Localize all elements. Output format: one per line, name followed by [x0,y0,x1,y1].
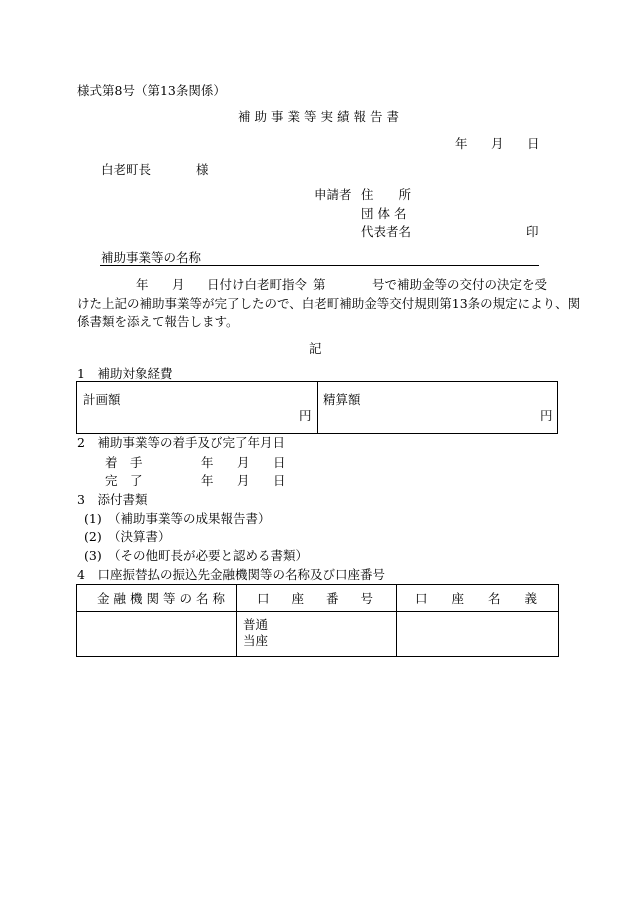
attachment-item: (1) （補助事業等の成果報告書） [84,511,271,526]
attachment-item: (3) （その他町長が必要と認める書類） [84,548,308,563]
body-year: 年 [136,277,149,292]
form-number: 様式第8号（第13条関係） [77,83,226,98]
expense-box-divider [317,382,318,433]
project-name-label: 補助事業等の名称 [101,250,202,265]
ki-marker: 記 [309,341,322,356]
bank-table-header-rule [77,611,558,612]
date-day: 日 [527,136,540,151]
header-account-number: 口座番号 [257,591,396,606]
addressee-honorific: 様 [196,162,209,177]
complete-label: 完 了 [105,473,143,488]
body-date-directive: 日付け白老町指令 [207,277,308,292]
bank-account-table [76,584,562,657]
plan-amount-label: 計画額 [83,392,121,407]
expense-box [76,381,558,434]
section2-heading: 2 補助事業等の着手及び完了年月日 [77,435,285,450]
settled-amount-label: 精算額 [323,392,361,407]
account-type-ordinary: 普通 [243,617,269,632]
body-month: 月 [172,277,185,292]
section3-heading: 3 添付書類 [77,492,148,507]
settled-amount-yen: 円 [540,408,553,423]
body-line2: けた上記の補助事業等が完了したので、白老町補助金等交付規則第13条の規定により、関 [77,296,581,311]
header-bank-name: 金融機関等の名称 [97,591,230,606]
start-day: 日 [273,455,286,470]
complete-year: 年 [201,473,214,488]
body-line3: 係書類を添えて報告します。 [77,314,239,329]
project-name-underline [100,265,539,266]
bank-table-col-divider [236,585,237,656]
body-number-prefix: 第 [313,277,326,292]
body-line1-tail: 号で補助金等の交付の決定を受 [372,277,548,292]
group-name-label: 団 体 名 [361,206,407,221]
account-type-current: 当座 [243,633,269,648]
start-year: 年 [201,455,214,470]
section1-heading: 1 補助対象経費 [77,366,173,381]
start-label: 着 手 [105,455,143,470]
complete-day: 日 [273,473,286,488]
seal-mark: 印 [526,224,539,239]
applicant-label: 申請者 [314,187,352,202]
plan-amount-yen: 円 [299,408,312,423]
representative-label: 代表者名 [361,224,412,239]
document-title: 補助事業等実績報告書 [238,109,404,124]
addressee-name: 白老町長 [101,162,152,177]
header-account-holder: 口座名義 [415,591,562,606]
bank-table-col-divider [396,585,397,656]
start-month: 月 [237,455,250,470]
date-year: 年 [455,136,468,151]
attachment-item: (2) （決算書） [84,529,171,544]
section4-heading: 4 口座振替払の振込先金融機関等の名称及び口座番号 [77,567,385,582]
address-label: 住 所 [361,187,412,202]
date-month: 月 [491,136,504,151]
complete-month: 月 [237,473,250,488]
